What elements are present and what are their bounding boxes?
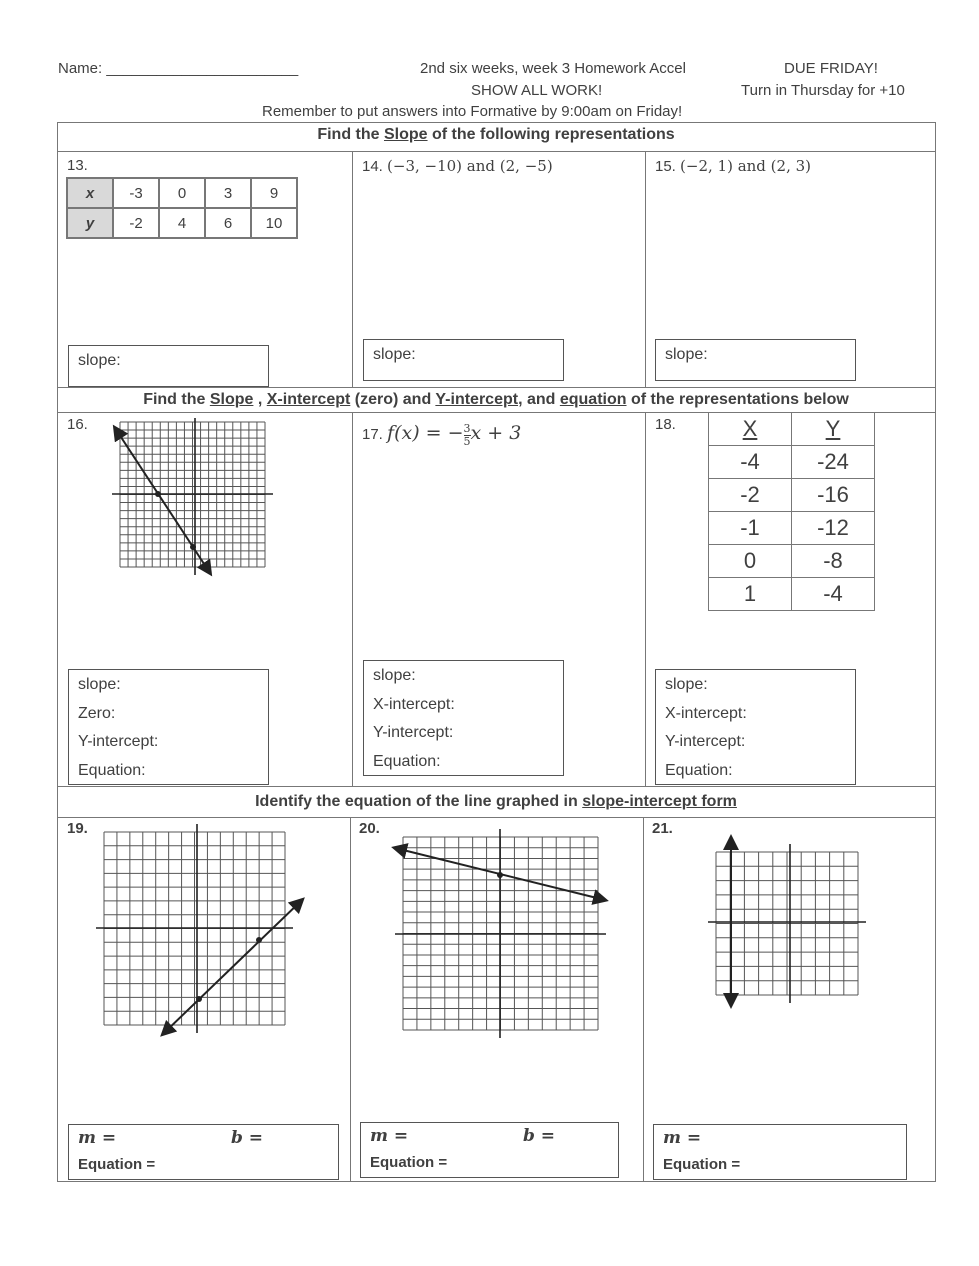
q18-answer-box[interactable] bbox=[655, 669, 856, 785]
q20-answer-box[interactable] bbox=[360, 1122, 619, 1178]
question-number: 18. bbox=[655, 416, 676, 433]
intercept-b-label: b = bbox=[523, 1126, 556, 1146]
question-number: 13. bbox=[67, 157, 88, 174]
cell: -4 bbox=[792, 578, 875, 611]
slope-m-label: m = bbox=[78, 1128, 117, 1148]
section-heading-intercepts: Find the Slope , X-intercept (zero) and Y-intercept, and equation of the representations below bbox=[143, 391, 849, 408]
cell: 4 bbox=[159, 208, 205, 238]
x-intercept-label: X-intercept: bbox=[665, 705, 747, 722]
q16-graph bbox=[110, 418, 275, 578]
q14-points: (−3, −10) and (2, −5) bbox=[387, 157, 553, 175]
x-header: X bbox=[742, 416, 758, 441]
q13-answer-box[interactable] bbox=[68, 345, 269, 387]
question-number: 21. bbox=[652, 820, 673, 837]
q21-graph bbox=[700, 830, 875, 1020]
point bbox=[593, 895, 599, 901]
slope-label: slope: bbox=[373, 667, 416, 684]
y-intercept-label: Y-intercept: bbox=[665, 733, 746, 750]
divider bbox=[352, 151, 353, 387]
intercept-b-label: b = bbox=[231, 1128, 264, 1148]
question-number: 15. (−2, 1) and (2, 3) bbox=[655, 157, 811, 175]
divider bbox=[57, 387, 935, 388]
cell: -8 bbox=[792, 545, 875, 578]
name-field: Name: _______________________ bbox=[58, 60, 299, 77]
cell: 0 bbox=[159, 178, 205, 208]
divider bbox=[57, 786, 935, 787]
equation-label: Equation = bbox=[663, 1156, 741, 1173]
show-work-note: SHOW ALL WORK! bbox=[471, 82, 603, 99]
y-intercept-label: Y-intercept: bbox=[373, 724, 454, 741]
zero-label: Zero: bbox=[78, 705, 116, 722]
bonus-note: Turn in Thursday for +10 bbox=[741, 82, 905, 99]
q17-answer-box[interactable] bbox=[363, 660, 564, 776]
q14-answer-box[interactable] bbox=[363, 339, 564, 381]
divider bbox=[352, 412, 353, 786]
slope-label: slope: bbox=[373, 346, 416, 363]
equation-label: Equation: bbox=[373, 753, 441, 770]
q13-table bbox=[66, 177, 298, 239]
equation-label: Equation: bbox=[665, 762, 733, 779]
cell: -1 bbox=[709, 512, 792, 545]
question-number: 19. bbox=[67, 820, 88, 837]
graphed-line bbox=[163, 900, 302, 1034]
slope-m-label: m = bbox=[370, 1126, 409, 1146]
due-note: DUE FRIDAY! bbox=[784, 60, 878, 77]
cell: -2 bbox=[113, 208, 159, 238]
cell: 6 bbox=[205, 208, 251, 238]
q20-graph bbox=[385, 825, 615, 1050]
point bbox=[190, 544, 196, 550]
cell: 1 bbox=[709, 578, 792, 611]
divider bbox=[645, 412, 646, 786]
q15-points: (−2, 1) and (2, 3) bbox=[680, 157, 811, 175]
slope-label: slope: bbox=[78, 352, 121, 369]
cell: 3 bbox=[205, 178, 251, 208]
q17-function: 17. f(x) = − $\frac{3}{5}$ x + 3 bbox=[362, 421, 522, 448]
slope-label: slope: bbox=[665, 346, 708, 363]
divider bbox=[57, 817, 935, 818]
cell: -4 bbox=[709, 446, 792, 479]
section-heading-slope: Find the Slope of the following representations bbox=[317, 126, 675, 143]
slope-m-label: m = bbox=[663, 1128, 702, 1148]
question-number: 16. bbox=[67, 416, 88, 433]
divider bbox=[350, 817, 351, 1181]
y-header: y bbox=[67, 208, 113, 238]
equation-label: Equation: bbox=[78, 762, 146, 779]
cell: -16 bbox=[792, 479, 875, 512]
equation-label: Equation = bbox=[370, 1154, 448, 1171]
cell: -12 bbox=[792, 512, 875, 545]
q19-answer-box[interactable] bbox=[68, 1124, 339, 1180]
point bbox=[196, 996, 202, 1002]
q15-answer-box[interactable] bbox=[655, 339, 856, 381]
worksheet-title: 2nd six weeks, week 3 Homework Accel bbox=[420, 60, 686, 77]
cell: 0 bbox=[709, 545, 792, 578]
slope-label: slope: bbox=[665, 676, 708, 693]
divider bbox=[643, 817, 644, 1181]
point bbox=[256, 937, 262, 943]
cell: 10 bbox=[251, 208, 297, 238]
cell: -2 bbox=[709, 479, 792, 512]
q16-answer-box[interactable] bbox=[68, 669, 269, 785]
question-number: 20. bbox=[359, 820, 380, 837]
cell: -3 bbox=[113, 178, 159, 208]
question-number: 14. (−3, −10) and (2, −5) bbox=[362, 157, 553, 175]
q21-answer-box[interactable] bbox=[653, 1124, 907, 1180]
x-header: x bbox=[67, 178, 113, 208]
cell: -24 bbox=[792, 446, 875, 479]
q19-graph bbox=[90, 820, 315, 1045]
point bbox=[497, 872, 503, 878]
point bbox=[155, 491, 161, 497]
reminder-note: Remember to put answers into Formative by 9:00am on Friday! bbox=[262, 103, 683, 120]
section-heading-equation: Identify the equation of the line graphed in slope-intercept form bbox=[255, 793, 737, 810]
y-intercept-label: Y-intercept: bbox=[78, 733, 159, 750]
divider bbox=[645, 151, 646, 387]
cell: 9 bbox=[251, 178, 297, 208]
slope-label: slope: bbox=[78, 676, 121, 693]
x-intercept-label: X-intercept: bbox=[373, 696, 455, 713]
q18-table bbox=[708, 412, 875, 611]
y-header: Y bbox=[825, 416, 841, 441]
divider bbox=[57, 151, 935, 152]
equation-label: Equation = bbox=[78, 1156, 156, 1173]
